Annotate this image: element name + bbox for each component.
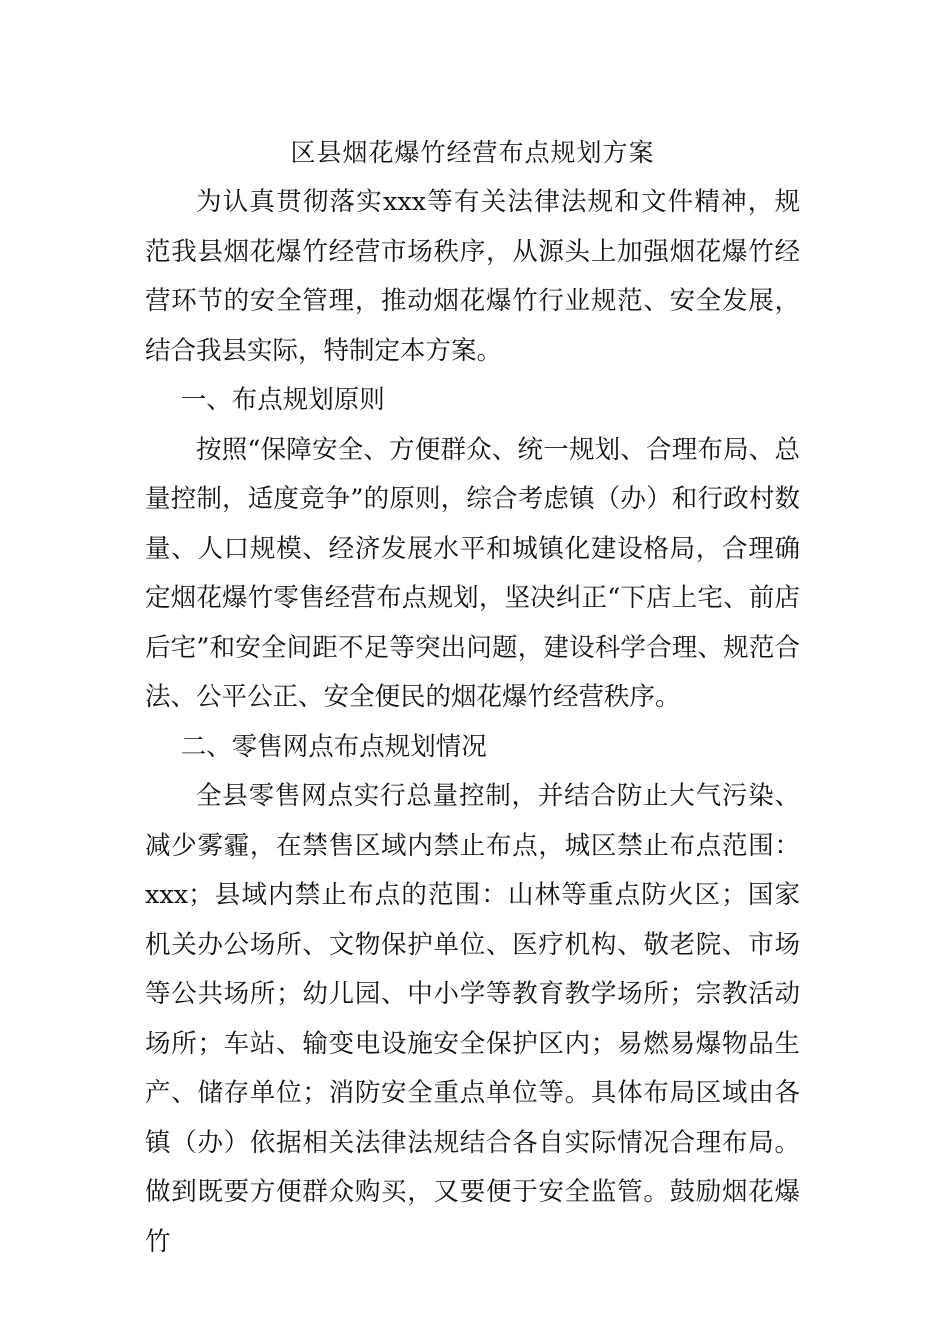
section-2-heading: 二、零售网点布点规划情况 bbox=[180, 731, 487, 762]
document-page bbox=[145, 128, 800, 1267]
section-2-body: 全县零售网点实行总量控制，并结合防止大气污染、减少雾霾，在禁售区域内禁止布点，城区禁止布点范围：xxx；县域内禁止布点的范围：山林等重点防火区；国家机关办公场所、文物保护单位、医疗机构、敬老院、市场等公共场所；幼儿园、中小学等教育教学场所；宗教活动场所；车站、输变电设施安全保护区内；易燃易爆物品生产、储存单位；消防安全重点单位等。具体布局区域由各镇（办）依据相关法律法规结合各自实际情况合理布局。做到既要方便群众购买，又要便于安全监管。鼓励烟花爆竹 bbox=[145, 781, 800, 1257]
section-1-body: 按照“保障安全、方便群众、统一规划、合理布局、总量控制，适度竞争”的原则，综合考虑镇（办）和行政村数量、人口规模、经济发展水平和城镇化建设格局，合理确定烟花爆竹零售经营布点规划，坚决纠正“下店上宅、前店后宅”和安全间距不足等突出问题，建设科学合理、规范合法、公平公正、安全便民的烟花爆竹经营秩序。 bbox=[145, 434, 800, 712]
document-title: 区县烟花爆竹经营布点规划方案 bbox=[290, 138, 655, 167]
section-1-heading: 一、布点规划原则 bbox=[180, 385, 385, 415]
intro-paragraph: 为认真贯彻落实xxx等有关法律法规和文件精神，规范我县烟花爆竹经营市场秩序，从源头上加强烟花爆竹经营环节的安全管理，推动烟花爆竹行业规范、安全发展，结合我县实际，特制定本方案。 bbox=[145, 187, 800, 366]
